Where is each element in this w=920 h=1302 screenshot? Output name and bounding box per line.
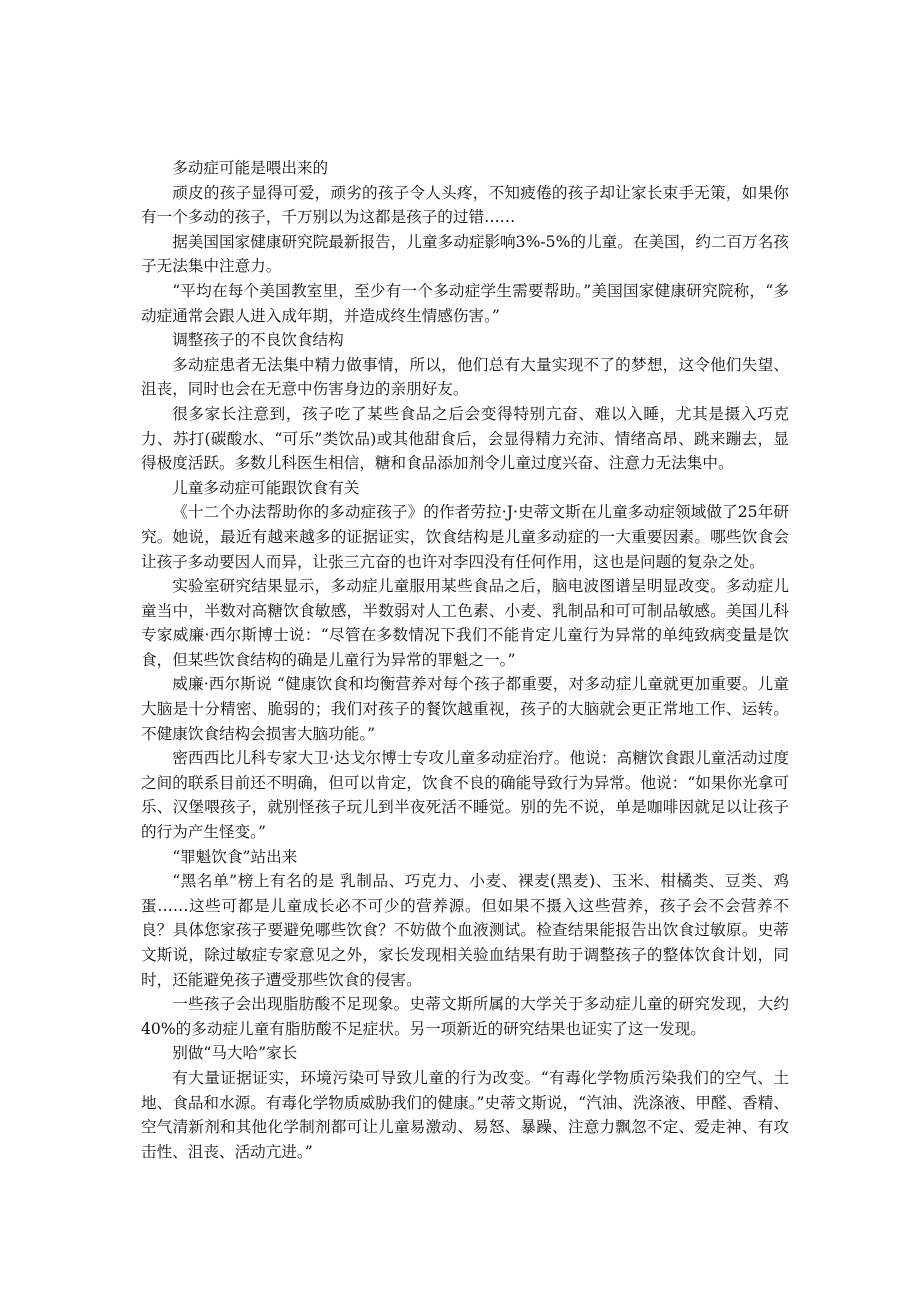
document-title: 多动症可能是喂出来的 bbox=[172, 159, 329, 177]
section-heading: “罪魁饮食”站出来 bbox=[172, 847, 298, 866]
paragraph: 《十二个办法帮助你的多动症孩子》的作者劳拉·J·史蒂文斯在儿童多动症领域做了25年研究。她说，最近有越来越多的证据证实，饮食结构是儿童多动症的一大重要因素。哪些饮食会让孩子多动要因人而异，让张三亢奋的也许对李四没有任何作用，这也是问题的复杂之处。 bbox=[141, 503, 789, 571]
paragraph: 密西西比儿科专家大卫·达戈尔博士专攻儿童多动症治疗。他说：高糖饮食跟儿童活动过度之间的联系目前还不明确，但可以肯定，饮食不良的确能导致行为异常。他说：“如果你光拿可乐、汉堡喂孩子，就别怪孩子玩儿到半夜死活不睡觉。别的先不说，单是咖啡因就足以让孩子的行为产生怪变。” bbox=[141, 749, 789, 842]
section-heading: 别做“马大哈”家长 bbox=[172, 1044, 298, 1063]
section-heading: 调整孩子的不良饮食结构 bbox=[172, 331, 344, 350]
paragraph: 威廉·西尔斯说 “健康饮食和均衡营养对每个孩子都重要，对多动症儿童就更加重要。儿童大脑是十分精密、脆弱的；我们对孩子的餐饮越重视，孩子的大脑就会更正常地工作、运转。不健康饮食结构会损害大脑功能。” bbox=[141, 675, 789, 743]
paragraph: 很多家长注意到，孩子吃了某些食品之后会变得特别亢奋、难以入睡，尤其是摄入巧克力、苏打(碳酸水、“可乐”类饮品)或其他甜食后，会显得精力充沛、情绪高昂、跳来蹦去，显得极度活跃。多数儿科医生相信，糖和食品添加剂令儿童过度兴奋、注意力无法集中。 bbox=[141, 404, 789, 473]
paragraph: “黑名单”榜上有名的是 乳制品、巧克力、小麦、裸麦(黑麦)、玉米、柑橘类、豆类、鸡蛋……这些可都是儿童成长必不可少的营养源。但如果不摄入这些营养，孩子会不会营养不良？具体您家孩子要避免哪些饮食？不妨做个血液测试。检查结果能报告出饮食过敏原。史蒂文斯说，除过敏症专家意见之外，家长发现相关验血结果有助于调整孩子的整体饮食计划，同时，还能避免孩子遭受那些饮食的侵害。 bbox=[141, 872, 789, 989]
paragraph: 顽皮的孩子显得可爱，顽劣的孩子令人头疼，不知疲倦的孩子却让家长束手无策，如果你有一个多动的孩子，千万别以为这都是孩子的过错…… bbox=[141, 183, 789, 227]
paragraph: 有大量证据证实，环境污染可导致儿童的行为改变。“有毒化学物质污染我们的空气、土地、食品和水源。有毒化学物质威胁我们的健康。”史蒂文斯说，“汽油、洗涤液、甲醛、香精、空气清新剂和其他化学制剂都可让儿童易激动、易怒、暴躁、注意力飘忽不定、爱走神、有攻击性、沮丧、活动亢进。” bbox=[141, 1068, 789, 1161]
paragraph: 实验室研究结果显示，多动症儿童服用某些食品之后，脑电波图谱呈明显改变。多动症儿童当中，半数对高糖饮食敏感，半数弱对人工色素、小麦、乳制品和可可制品敏感。美国儿科专家威廉·西尔斯博士说：“尽管在多数情况下我们不能肯定儿童行为异常的单纯致病变量是饮食，但某些饮食结构的确是儿童行为异常的罪魁之一。” bbox=[141, 577, 789, 669]
paragraph: 多动症患者无法集中精力做事情，所以，他们总有大量实现不了的梦想，这令他们失望、沮丧，同时也会在无意中伤害身边的亲朋好友。 bbox=[141, 355, 789, 399]
section-heading: 儿童多动症可能跟饮食有关 bbox=[172, 478, 360, 497]
paragraph: 据美国国家健康研究院最新报告，儿童多动症影响3%-5%的儿童。在美国，约二百万名孩子无法集中注意力。 bbox=[141, 232, 789, 276]
paragraph: 一些孩子会出现脂肪酸不足现象。史蒂文斯所属的大学关于多动症儿童的研究发现，大约40%的多动症儿童有脂肪酸不足症状。另一项新近的研究结果也证实了这一发现。 bbox=[141, 995, 789, 1038]
paragraph: “平均在每个美国教室里，至少有一个多动症学生需要帮助。”美国国家健康研究院称，“多动症通常会跟人进入成年期，并造成终生情感伤害。” bbox=[141, 281, 789, 325]
document-page bbox=[141, 156, 789, 1164]
